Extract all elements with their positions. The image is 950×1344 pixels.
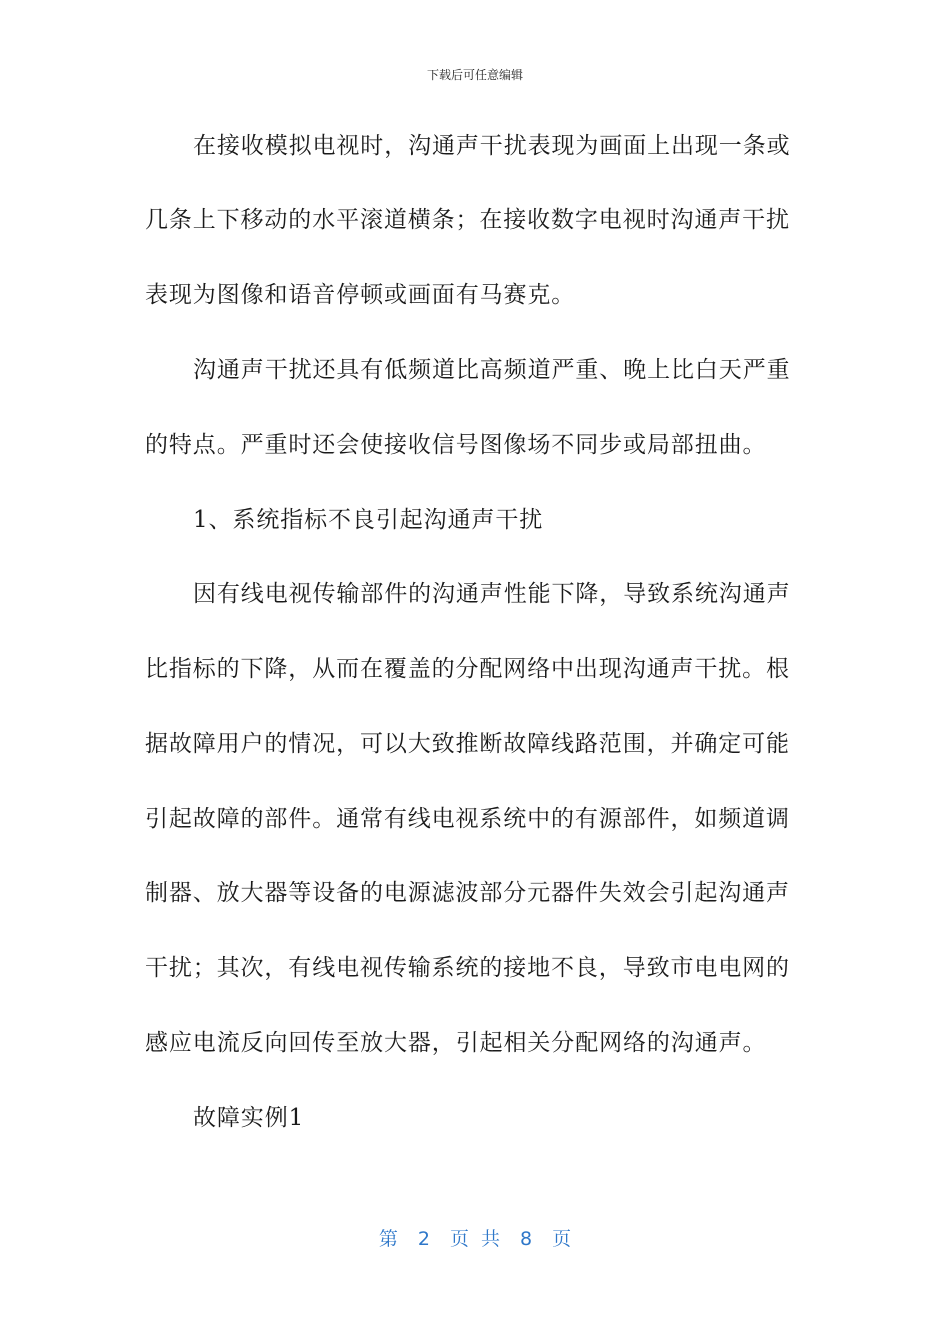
example-heading: 故障实例1 (193, 1105, 305, 1131)
paragraph-3-line-4: 引起故障的部件。通常有线电视系统中的有源部件，如频道调 (145, 806, 789, 832)
footer-end-label: 页 (552, 1228, 572, 1250)
paragraph-1-line-1: 在接收模拟电视时，沟通声干扰表现为画面上出现一条或 (193, 133, 791, 159)
footer-total-label: 页 共 (449, 1228, 501, 1250)
paragraph-2-line-1: 沟通声干扰还具有低频道比高频道严重、晚上比白天严重 (193, 357, 791, 383)
paragraph-3-line-6: 干扰；其次，有线电视传输系统的接地不良，导致市电电网的 (145, 955, 789, 981)
current-page-number: 2 (417, 1228, 430, 1250)
section-heading: 1、系统指标不良引起沟通声干扰 (193, 507, 544, 533)
paragraph-3-line-5: 制器、放大器等设备的电源滤波部分元器件失效会引起沟通声 (145, 880, 789, 906)
footer-page-label: 第 (378, 1228, 398, 1250)
paragraph-3-line-2: 比指标的下降，从而在覆盖的分配网络中出现沟通声干扰。根 (145, 656, 789, 682)
page-footer (0, 1226, 950, 1252)
paragraph-2-line-2: 的特点。严重时还会使接收信号图像场不同步或局部扭曲。 (145, 432, 767, 458)
paragraph-3-line-3: 据故障用户的情况，可以大致推断故障线路范围，并确定可能 (145, 731, 789, 757)
paragraph-3-line-7: 感应电流反向回传至放大器，引起相关分配网络的沟通声。 (145, 1030, 767, 1056)
total-pages-number: 8 (520, 1228, 533, 1250)
paragraph-1-line-2: 几条上下移动的水平滚道横条；在接收数字电视时沟通声干扰 (145, 207, 789, 233)
paragraph-3-line-1: 因有线电视传输部件的沟通声性能下降，导致系统沟通声 (193, 581, 791, 607)
paragraph-1-line-3: 表现为图像和语音停顿或画面有马赛克。 (145, 282, 576, 308)
page-header: 下载后可任意编辑 (426, 68, 523, 82)
